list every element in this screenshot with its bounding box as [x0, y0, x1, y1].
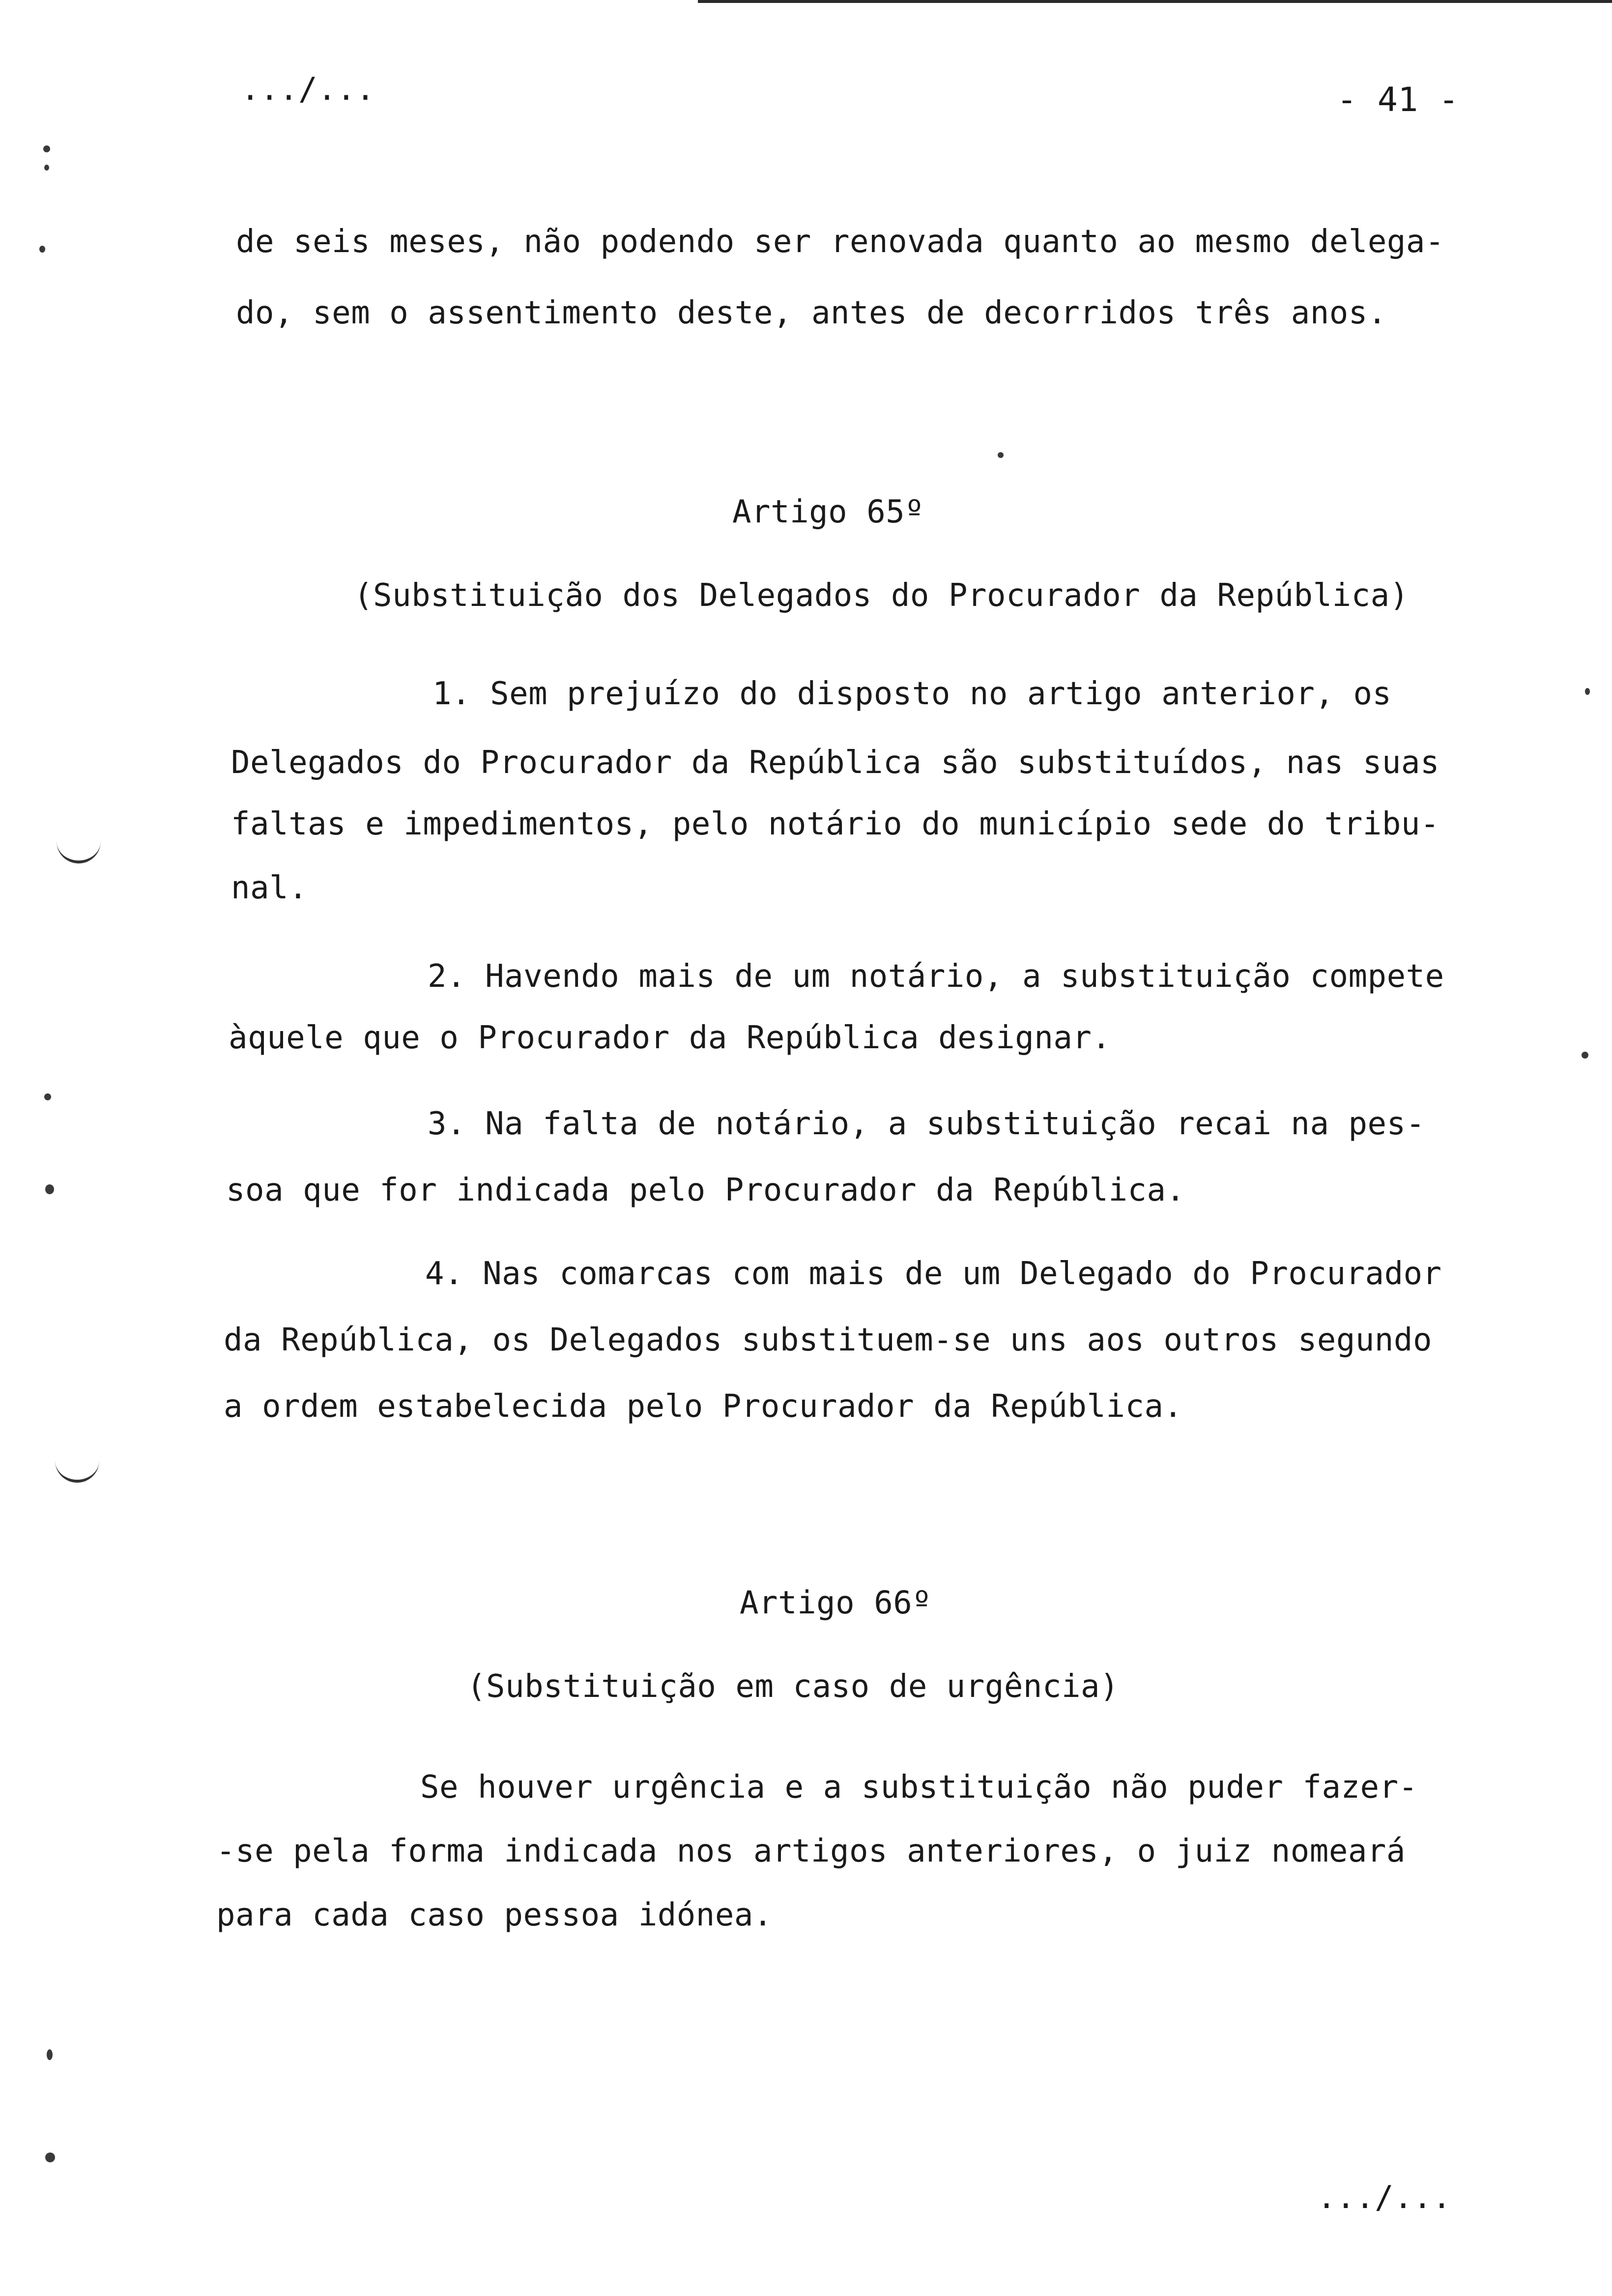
scan-speck [39, 246, 45, 253]
article-65-item-4-line-2: da República, os Delegados substituem-se uns aos outros segundo [224, 1322, 1432, 1358]
article-65-subtitle: (Substituição dos Delegados do Procurador da República) [354, 577, 1409, 614]
continuation-mark-top: .../... [241, 71, 375, 108]
intro-line-1: de seis meses, não podendo ser renovada quanto ao mesmo delega- [236, 224, 1444, 260]
article-66-paragraph-line-3: para cada caso pessoa idónea. [216, 1897, 773, 1933]
article-65-item-4-line-1: 4. Nas comarcas com mais de um Delegado do Procurador [425, 1256, 1442, 1292]
scan-speck [44, 1093, 51, 1100]
article-66-paragraph-line-2: -se pela forma indicada nos artigos anteriores, o juiz nomeará [216, 1833, 1406, 1869]
article-65-item-1-line-3: faltas e impedimentos, pelo notário do município sede do tribu- [231, 806, 1439, 842]
scan-speck [43, 145, 50, 152]
scan-speck [45, 1184, 54, 1194]
header-rule [698, 0, 1612, 3]
scan-speck [1582, 1052, 1588, 1059]
article-66-subtitle: (Substituição em caso de urgência) [467, 1668, 1120, 1705]
scan-speck [44, 165, 49, 171]
scan-speck [998, 452, 1004, 458]
article-65-item-1-line-4: nal. [231, 870, 308, 906]
margin-mark [55, 1457, 99, 1483]
article-65-item-4-line-3: a ordem estabelecida pelo Procurador da República. [224, 1388, 1183, 1425]
article-65-item-3-line-2: soa que for indicada pelo Procurador da República. [226, 1172, 1185, 1208]
article-65-item-2-line-1: 2. Havendo mais de um notário, a substituição compete [428, 958, 1444, 995]
continuation-mark-bottom: .../... [1317, 2180, 1452, 2216]
article-66-heading: Artigo 66º [740, 1585, 932, 1621]
page-number: - 41 - [1337, 81, 1459, 119]
article-65-item-1-line-2: Delegados do Procurador da República são substituídos, nas suas [231, 745, 1439, 781]
article-65-item-2-line-2: àquele que o Procurador da República designar. [229, 1020, 1111, 1056]
article-65-item-3-line-1: 3. Na falta de notário, a substituição recai na pes- [428, 1106, 1425, 1142]
intro-line-2: do, sem o assentimento deste, antes de decorridos três anos. [236, 295, 1387, 331]
scan-speck [1585, 688, 1590, 695]
article-65-heading: Artigo 65º [732, 494, 924, 530]
scan-speck [47, 2049, 53, 2060]
scan-speck [45, 2152, 55, 2162]
margin-mark [57, 838, 101, 863]
article-65-item-1-line-1: 1. Sem prejuízo do disposto no artigo anterior, os [432, 676, 1392, 712]
article-66-paragraph-line-1: Se houver urgência e a substituição não puder fazer- [420, 1769, 1418, 1806]
